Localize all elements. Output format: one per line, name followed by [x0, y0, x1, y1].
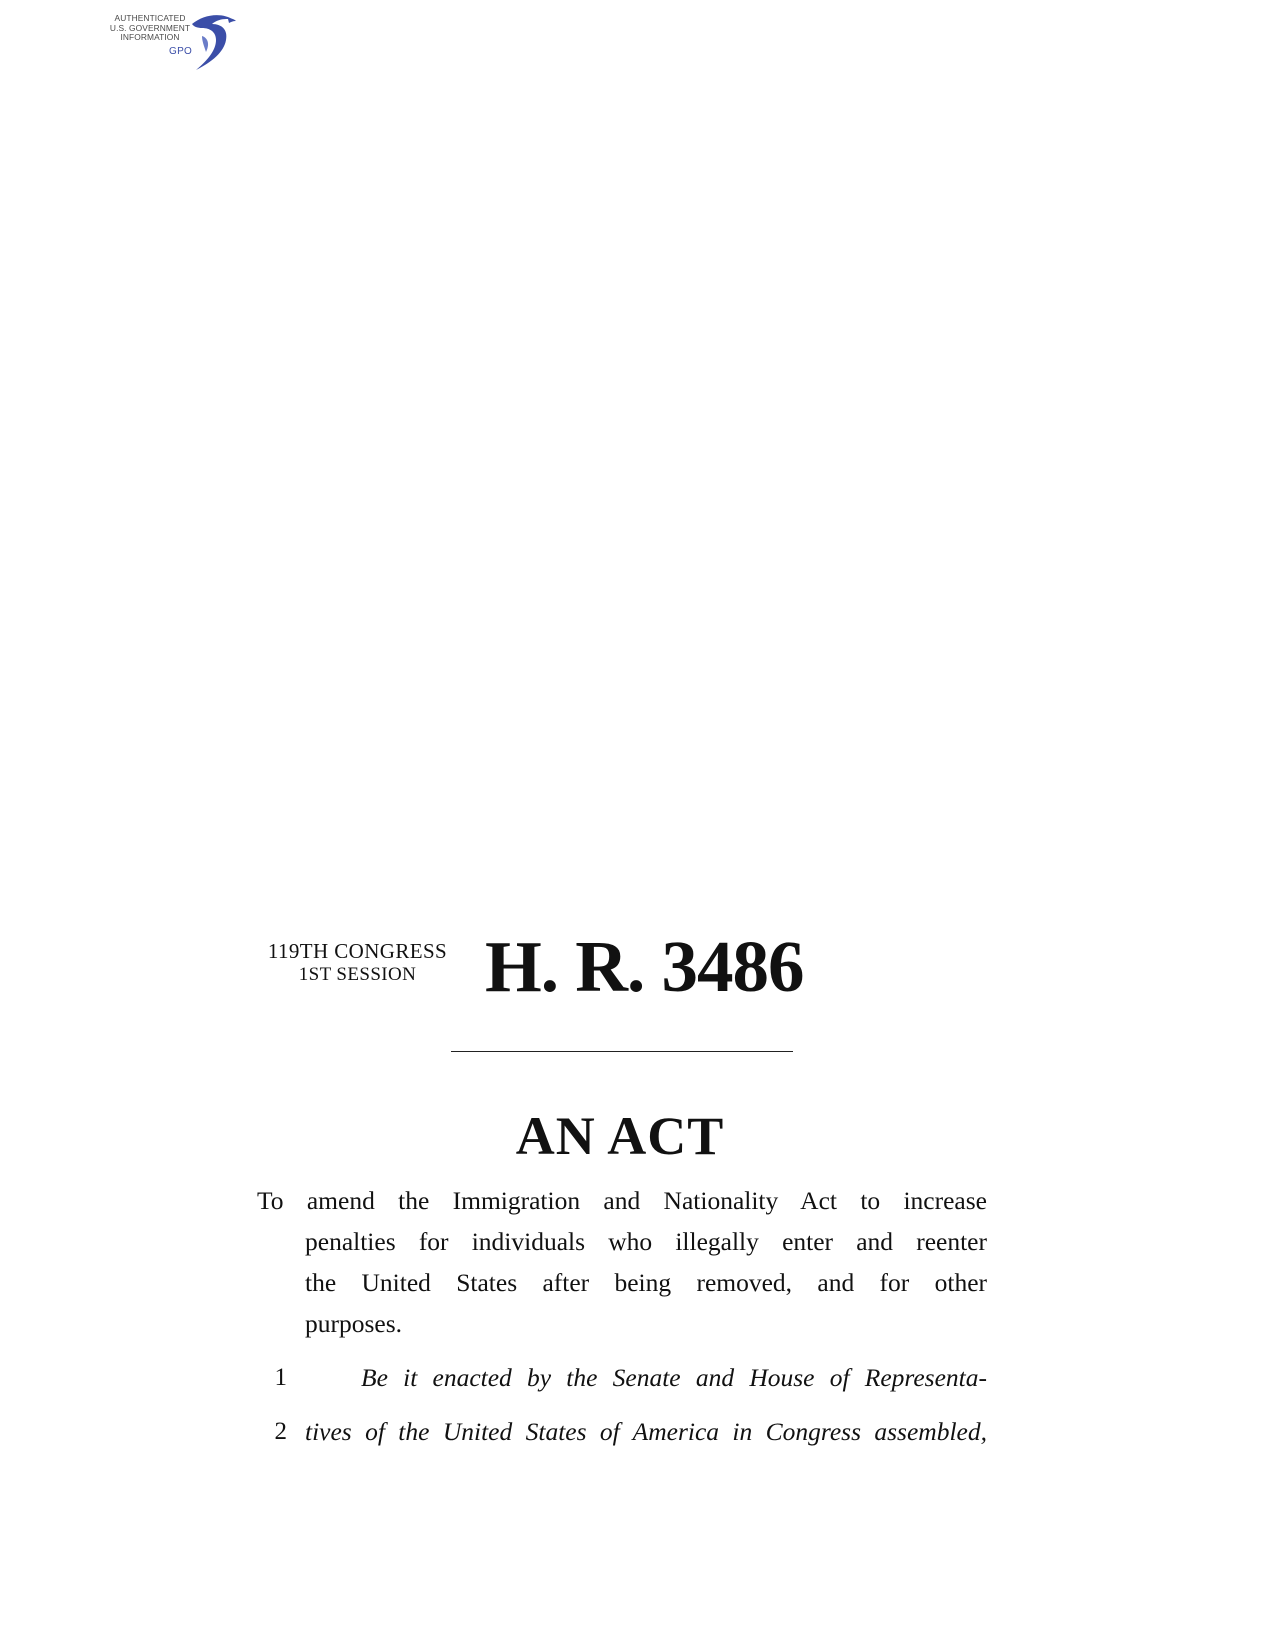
session-number: 1ST SESSION: [298, 964, 417, 985]
purpose-statement: [257, 1180, 987, 1344]
eagle-icon: [182, 10, 238, 74]
gpo-logo-line-2: U.S. GOVERNMENT: [109, 22, 191, 33]
gpo-logo-line-1: AUTHENTICATED: [114, 13, 186, 23]
enacting-clause: [257, 1358, 987, 1466]
bill-header: [250, 926, 970, 1015]
header-divider: [451, 1051, 793, 1052]
enacting-clause-row: [257, 1412, 987, 1466]
gpo-logo-abbr: GPO: [169, 46, 193, 57]
enacting-clause-text: tives of the United States of America in Congress assembled,: [305, 1417, 987, 1446]
congress-number: 119TH CONGRESS: [267, 939, 448, 963]
purpose-line: To amend the Immigration and Nationality Act to increase: [257, 1186, 987, 1215]
purpose-line: the United States after being removed, and for other: [305, 1268, 987, 1297]
gpo-logo-line-3: INFORMATION: [120, 32, 180, 43]
bill-number: H. R. 3486: [485, 926, 804, 1007]
purpose-line: purposes.: [305, 1309, 403, 1338]
enacting-clause-row: [257, 1358, 987, 1412]
act-heading: AN ACT: [515, 1106, 725, 1166]
gpo-authenticated-logo: [104, 10, 236, 74]
line-number: 1: [274, 1364, 287, 1391]
line-number: 2: [274, 1418, 287, 1445]
purpose-line: penalties for individuals who illegally enter and reenter: [305, 1227, 987, 1256]
enacting-clause-text: Be it enacted by the Senate and House of Representa-: [361, 1363, 987, 1392]
